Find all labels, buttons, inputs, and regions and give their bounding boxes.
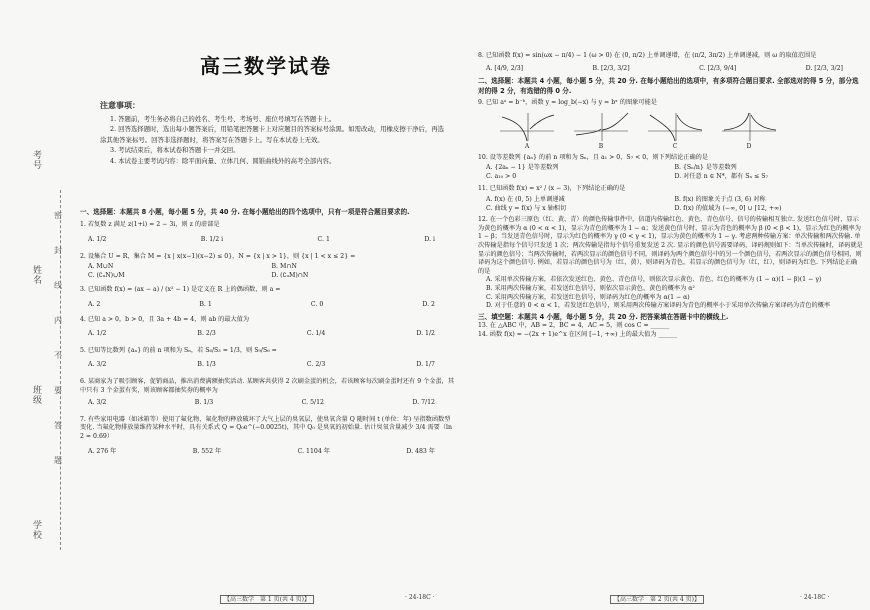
option-d: D. i [424,236,435,243]
binding-label-name: 姓名 [31,265,41,285]
question-14: 14. 函数 f(x) = −(2x + 1)e^x 在区间 [−1, +∞) 上的最大值为 ______ [478,330,678,338]
seal-char: 答 [54,421,62,430]
graph-options [478,111,863,151]
question-stem: 8. 已知函数 f(x) = sin(ωx − π/4) − 1 (ω > 0) 在 (0, π/2) 上单调递增，在 (π/2, 3π/2) 上单调递减，则 ω 的取值范围是 [478,52,817,59]
option-c: C. 5/12 [301,399,324,407]
option-b: B. 1 [199,300,212,308]
question-9 [478,99,863,151]
binding-dashed-line [60,190,61,550]
footer-left-page-label [220,594,314,603]
section-3-heading: 三、填空题：本题共 4 小题，每小题 5 分，共 20 分. 把答案填在答题卡中的横线上. [478,312,729,321]
exam-title: 高三数学试卷 [200,54,332,78]
option-a: A. 2 [88,300,101,308]
question-1 [80,221,455,244]
option-b: B. 2/3 [197,330,216,338]
graph-option-a [498,111,556,151]
option-a: A. 1/2 [88,236,107,243]
binding-strip [0,0,70,610]
section-1-heading: 一、选择题：本题共 8 小题，每小题 5 分，共 40 分. 在每小题给出的四个选项中，只有一项是符合题目要求的. [80,208,410,216]
seal-char: 内 [54,316,62,325]
option-a: A. f(x) 在 (0, 5) 上单调递减 [486,195,565,203]
option-a: A. 3/2 [88,399,107,407]
footer-left-code: · 24-18C · [405,594,435,601]
question-stem: 1. 若复数 z 满足 z(1+i) = 2 − 3i，则 z 的虚部是 [80,221,220,229]
option-d: D. 2 [422,300,435,308]
notice-list [100,114,445,166]
question-stem: 3. 已知函数 f(x) = (ax − a) / (x² − 1) 是定义在 R 上的偶函数，则 a = [80,286,281,294]
footer-right-page-label [610,594,704,603]
notice-item: 1. 答题前，考生务必将自己的姓名、考生号、考场号、座位号填写在答题卡上。 [110,115,336,123]
seal-char: 封 [54,246,62,255]
option-d: D. 对任意 n ∈ N*，都有 Sₙ ≤ S₇ [674,172,768,180]
option-c: C. 2/3 [306,361,326,369]
graph-c-icon [646,111,704,143]
question-stem: 7. 有些家用电器（如冰箱等）使用了氟化物，氟化物的释放破坏了大气上层的臭氧层，使臭氧含量 Q 随时间 t (单位：年) 呈指数函数型变化. 当氟化物排放量维持某种水平时，具有关系式 Q = Q₀e^(−0.0025t)，其中 Q₀ 是臭氧的初始量. 估计臭氧含量减少 3/4 需要（ln 2 ≈ 0.69） [80,415,452,440]
option-c: C. [2/3, 9/4] [699,64,737,72]
graph-label: A [524,142,530,150]
question-12 [478,216,863,311]
binding-label-exam-number: 考号 [31,150,41,170]
question-stem: 9. 已知 aᵃ = b⁻ᵇ，函数 y = log_b(−x) 与 y = bˣ 的图象可能是 [478,99,657,106]
footer-page-text: 【高三数学 第 1 页(共 4 页)】 [220,595,314,604]
notice-item: 2. 回答选择题时，选出每小题答案后，用铅笔把答题卡上对应题目的答案标号涂黑。如需改动，用橡皮擦干净后，再选涂其他答案标号。回答非选择题时，将答案写在答题卡上。写在本试卷上无效。 [100,125,445,144]
option-c: C. 1/4 [306,330,326,338]
option-a: A. M∪N [88,263,114,271]
graph-a-icon [498,111,556,143]
question-stem: 4. 已知 a > 0，b > 0，且 3a + 4b = 4，则 ab 的最大值为 [80,315,250,323]
question-13: 13. 在 △ABC 中，AB = 2，BC = 4，AC = 5，则 cos C = ______ [478,322,670,330]
question-stem: 6. 某商家为了吸引顾客，促销商品，推出消费满额抽奖活动. 某顾客共获得 2 次刷金蛋的机会，若该顾客每次刷金蛋时还有 9 个金蛋，其中只有 3 个金蛋有奖，则该顾客都抽奖券的概率为 [80,377,455,394]
question-11 [478,185,863,213]
question-2 [80,253,455,281]
option-c: C. 采用两次传输方案，若发送红色信号，则译码为红色的概率为 α(1 − α) [486,293,690,301]
right-questions [478,52,863,339]
graph-label: D [746,142,752,150]
option-b: B. {Sₙ/n} 是等差数列 [674,164,737,172]
graph-option-b [572,111,630,151]
option-d: D. 1/2 [416,330,435,338]
option-c: C. a₁₀ > 0 [486,172,517,180]
option-d: D. f(x) 的值域为 (−∞, 0] ∪ [12, +∞) [674,204,782,212]
seal-char: 线 [54,281,62,290]
graph-label: B [598,142,604,150]
option-b: B. M∩N [271,263,297,271]
question-6 [80,378,455,408]
option-b: B. 1/3 [197,361,216,369]
option-d: D. 7/12 [412,399,435,407]
option-b: B. 552 年 [192,447,222,455]
option-c: C. 0 [310,300,324,308]
option-b: B. [2/3, 3/2] [592,64,630,72]
left-questions [80,208,455,456]
question-10 [478,154,863,182]
option-c: C. 1104 年 [297,447,330,455]
seal-char: 密 [54,211,62,220]
question-stem: 10. 设等差数列 {aₙ} 的前 n 项和为 Sₙ，且 a₁ > 0，S₇ < 0，则下列结论正确的是 [478,153,709,161]
option-a: A. [4/9, 2/3] [486,64,524,72]
option-b: B. 1/2 i [200,236,224,243]
option-a: A. 276 年 [88,447,117,455]
question-stem: 2. 设集合 U = R，集合 M = {x | x(x−1)(x−2) ≤ 0}，N = {x | x > 1}，则 {x | 1 < x ≤ 2} = [80,252,356,260]
graph-option-d [720,111,778,151]
option-d: D. (∁ᵤM)∩N [271,271,309,279]
graph-option-c [646,111,704,151]
option-a: A. {2aₙ − 1} 是等差数列 [486,164,559,172]
option-d: D. 483 年 [406,447,435,455]
question-8 [478,52,863,73]
question-4 [80,316,455,339]
option-a: A. 采用单次传输方案，若依次发送红色、黄色、青色信号，则依次显示黄色、青色、红色的概率为 (1 − α)(1 − β)(1 − γ) [486,276,822,284]
option-a: A. 3/2 [88,361,107,369]
option-b: B. 采用两次传输方案，若发送红色信号，则依次显示黄色、黄色的概率为 α² [486,284,695,292]
question-7 [80,416,455,456]
question-stem: 11. 已知函数 f(x) = x² / (x − 3)，下列结论正确的是 [478,185,626,193]
graph-label: C [672,142,678,150]
option-d: D. 1/7 [416,361,435,369]
graph-d-icon [720,111,778,143]
footer-right-code: · 24-18C · [800,594,830,601]
question-3 [80,286,455,309]
seal-char: 不 [54,351,62,360]
graph-b-icon [572,111,630,143]
notice-item: 3. 考试结束后，将本试卷和答题卡一并交回。 [110,146,240,155]
seal-char: 题 [54,456,62,465]
option-b: B. 1/3 [194,399,214,407]
option-c: C. 1 [317,236,330,243]
question-stem: 5. 已知等比数列 {aₙ} 的前 n 项和为 Sₙ，若 S₆/S₃ = 1/3，则 S₉/S₆ = [80,346,277,354]
notice-heading: 注意事项： [100,101,140,110]
notice-item: 4. 本试卷主要考试内容：除平面向量、立体几何、圆锥曲线外的高考全部内容。 [110,156,336,165]
seal-char: 要 [54,386,62,395]
option-c: C. 曲线 y = f(x) 与 x 轴相切 [486,204,567,212]
option-d: D. [2/3, 3/2] [805,64,843,72]
binding-label-school: 学校 [31,520,41,540]
option-d: D. 对于任意的 0 < α < 1，若发送红色信号，则采用两次传输方案译码为青色的概率小于采用单次传输方案译码为青色的概率 [486,302,831,310]
option-a: A. 1/2 [88,330,107,338]
section-2-heading: 二、选择题：本题共 4 小题，每小题 5 分，共 20 分. 在每小题给出的选项中，有多项符合题目要求. 全部选对的得 5 分，部分选对的得 2 分，有选错的得 0 分. [478,77,859,95]
question-5 [80,347,455,370]
question-stem: 12. 在一个色彩三原色（红、黄、青）的颜色传输事件中，信道内传输红色、黄色、青色信号，信号的传输相互独立. 发送红色信号时，显示为黄色的概率为 α (0 < α < 1)，显示为青色的概率为 1 − α；发送黄色信号时，显示为青色的概率为 β (0 < β < 1)，显示为红色的概率为 1 − β；当发送青色信号时，显示为红色的概率为 γ (0 < γ < 1)，显示为黄色的概率为 1 − γ. 考虑两种传输方案：单次传输和两次传输. 单次传输是指每个信号只发送 1 次；两次传输是指每个信号重复发送 2 次. 显示的颜色信号需要译码，译码规则如下：当单次传输时，译码就是显示的颜色信号；当两次传输时，若两次显示的颜色信号不同，则译码为两个颜色信号中的另一个颜色信号，若两次显示的颜色信号相同，则译码为这个颜色信号. 例如，若显示的颜色信号为（红，黄），则译码为青色，若显示的颜色信号为（红，红），则译码为红色. 下列结论正确的是 [478,216,863,275]
binding-label-class: 班级 [31,385,41,405]
option-c: C. (∁ᵤN)∪M [88,271,125,279]
option-b: B. f(x) 的图象关于点 (3, 6) 对称 [674,195,766,203]
footer-page-text: 【高三数学 第 2 页(共 4 页)】 [610,595,704,604]
